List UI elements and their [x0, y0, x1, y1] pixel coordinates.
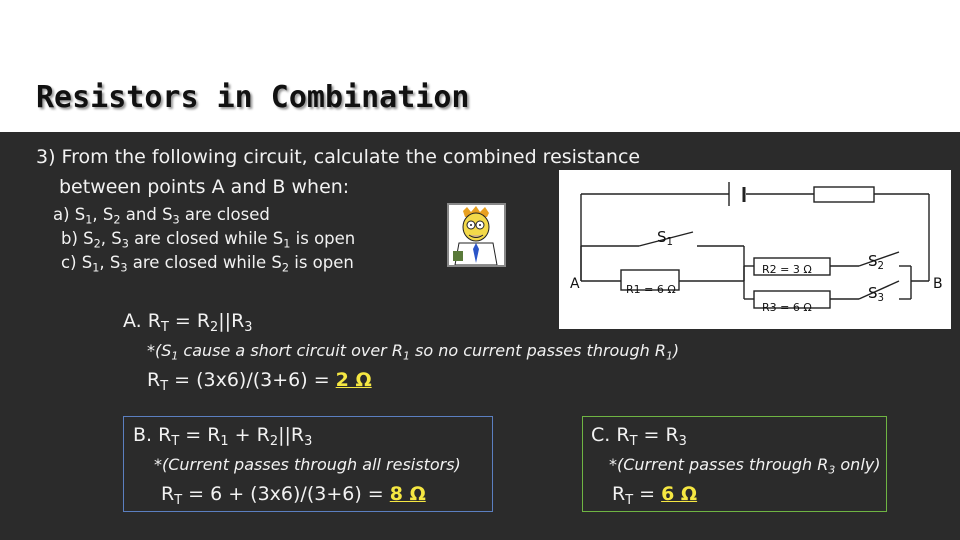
circuit-schematic: [559, 170, 951, 329]
label-r1: R1 = 6 Ω: [626, 283, 676, 296]
top-resistor-icon: [814, 187, 874, 202]
label-r2: R2 = 3 Ω: [762, 263, 812, 276]
answer-b-calculation: $R_T = 6 + (3x6)/(3+6) = 8$ Ω: [161, 483, 426, 508]
answer-c-note: *(Current passes through $R_3$ only): [609, 455, 881, 477]
label-s2: $S_2$: [868, 252, 885, 273]
title-band: [0, 0, 960, 132]
question-line-2: between points A and B when:: [59, 176, 350, 198]
cartoon-character-image: [447, 203, 506, 267]
option-b: b) $S_2$, $S_3$ are closed while $S_1$ is open: [61, 229, 356, 251]
option-a: a) $S_1$, $S_2$ and $S_3$ are closed: [53, 205, 270, 227]
question-line-1: 3) From the following circuit, calculate the combined resistance: [36, 146, 641, 168]
label-r3: R3 = 6 Ω: [762, 301, 812, 314]
answer-a-formula: A. $R_T = R_2||R_3$: [123, 310, 253, 335]
answer-c-formula: C. $R_T = R_3$: [591, 424, 687, 449]
slide-title: Resistors in Combination: [36, 80, 470, 115]
option-c: c) $S_1$, $S_3$ are closed while $S_2$ is open: [61, 253, 354, 275]
label-s3: $S_3$: [868, 284, 885, 305]
cartoon-character-icon: [449, 205, 504, 265]
answer-a-note: $*(S_1$ cause a short circuit over $R_1$ so no current passes through $R_1$): [147, 341, 680, 363]
answer-b-note: *(Current passes through all resistors): [154, 455, 461, 474]
answer-c-result: 6 Ω: [661, 483, 698, 505]
answer-b-formula: B. $R_T = R_1 + R_2||R_3$: [133, 424, 313, 449]
label-s1: $S_1$: [657, 228, 674, 249]
answer-a-result: 2 Ω: [335, 369, 372, 391]
label-point-a: A: [570, 276, 580, 292]
answer-b-result: 8 Ω: [389, 483, 426, 505]
answer-a-calculation: $R_T = (3x6)/(3+6) = 2$ Ω: [147, 369, 372, 394]
label-point-b: B: [933, 276, 943, 292]
circuit-diagram: [559, 170, 951, 329]
answer-c-calculation: $R_T = 6$ Ω: [612, 483, 698, 508]
